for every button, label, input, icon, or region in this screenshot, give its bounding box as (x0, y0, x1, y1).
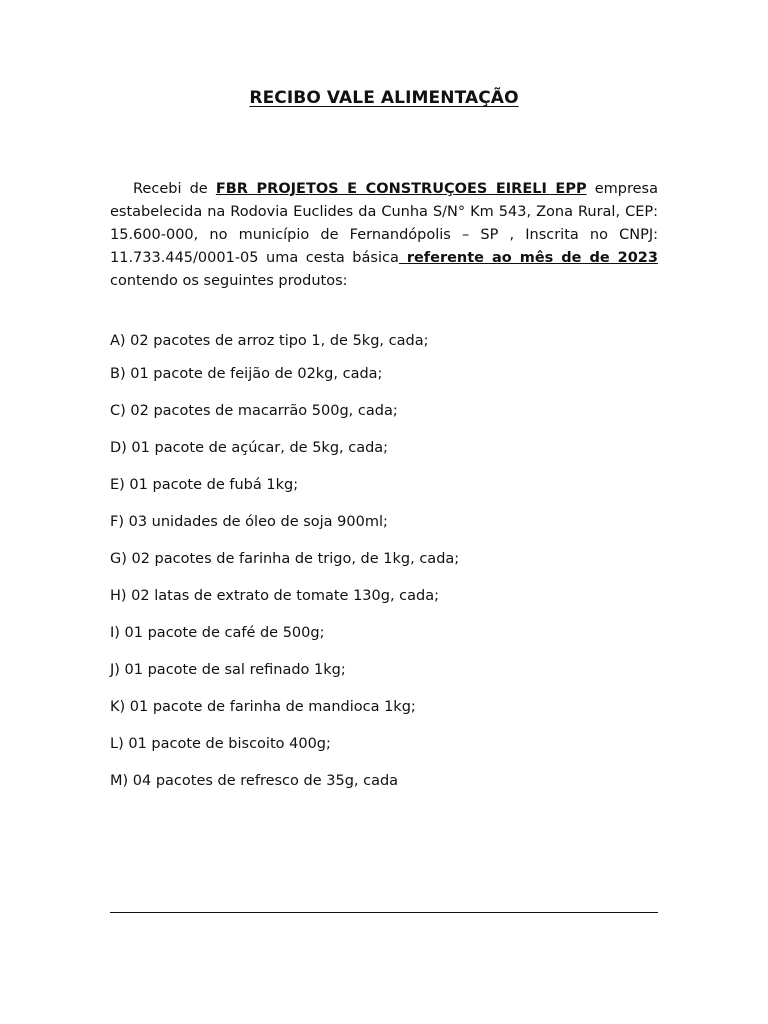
paragraph-tail: contendo os seguintes produtos: (110, 273, 348, 289)
paragraph-body: empresa estabelecida na Rodovia Euclides da Cunha S/N° Km 543, Zona Rural, CEP: 15.600-000, no município de Fernandópolis – SP , Inscrita no CNPJ: 11.733.445/0001-05 uma cesta básica (110, 181, 658, 266)
list-item: K) 01 pacote de farinha de mandioca 1kg; (110, 699, 416, 715)
document-title: RECIBO VALE ALIMENTAÇÃO (249, 88, 519, 108)
reference-month: referente ao mês de de 2023 (398, 250, 658, 266)
list-item: C) 02 pacotes de macarrão 500g, cada; (110, 403, 398, 419)
list-item: G) 02 pacotes de farinha de trigo, de 1kg, cada; (110, 551, 460, 567)
list-item: B) 01 pacote de feijão de 02kg, cada; (110, 366, 383, 382)
paragraph-intro: Recebi de (133, 181, 216, 197)
list-item: D) 01 pacote de açúcar, de 5kg, cada; (110, 440, 389, 456)
list-item: J) 01 pacote de sal refinado 1kg; (110, 662, 346, 678)
company-name: FBR PROJETOS E CONSTRUÇOES EIRELI EPP (215, 181, 587, 197)
product-list (110, 330, 670, 807)
receipt-paragraph (110, 178, 658, 293)
list-item: L) 01 pacote de biscoito 400g; (110, 736, 331, 752)
list-item: E) 01 pacote de fubá 1kg; (110, 477, 299, 493)
list-item: I) 01 pacote de café de 500g; (110, 625, 325, 641)
list-item: A) 02 pacotes de arroz tipo 1, de 5kg, cada; (110, 333, 429, 349)
list-item: M) 04 pacotes de refresco de 35g, cada (110, 773, 399, 789)
list-item: F) 03 unidades de óleo de soja 900ml; (110, 514, 388, 530)
signature-line (110, 912, 658, 913)
list-item: H) 02 latas de extrato de tomate 130g, cada; (110, 588, 440, 604)
